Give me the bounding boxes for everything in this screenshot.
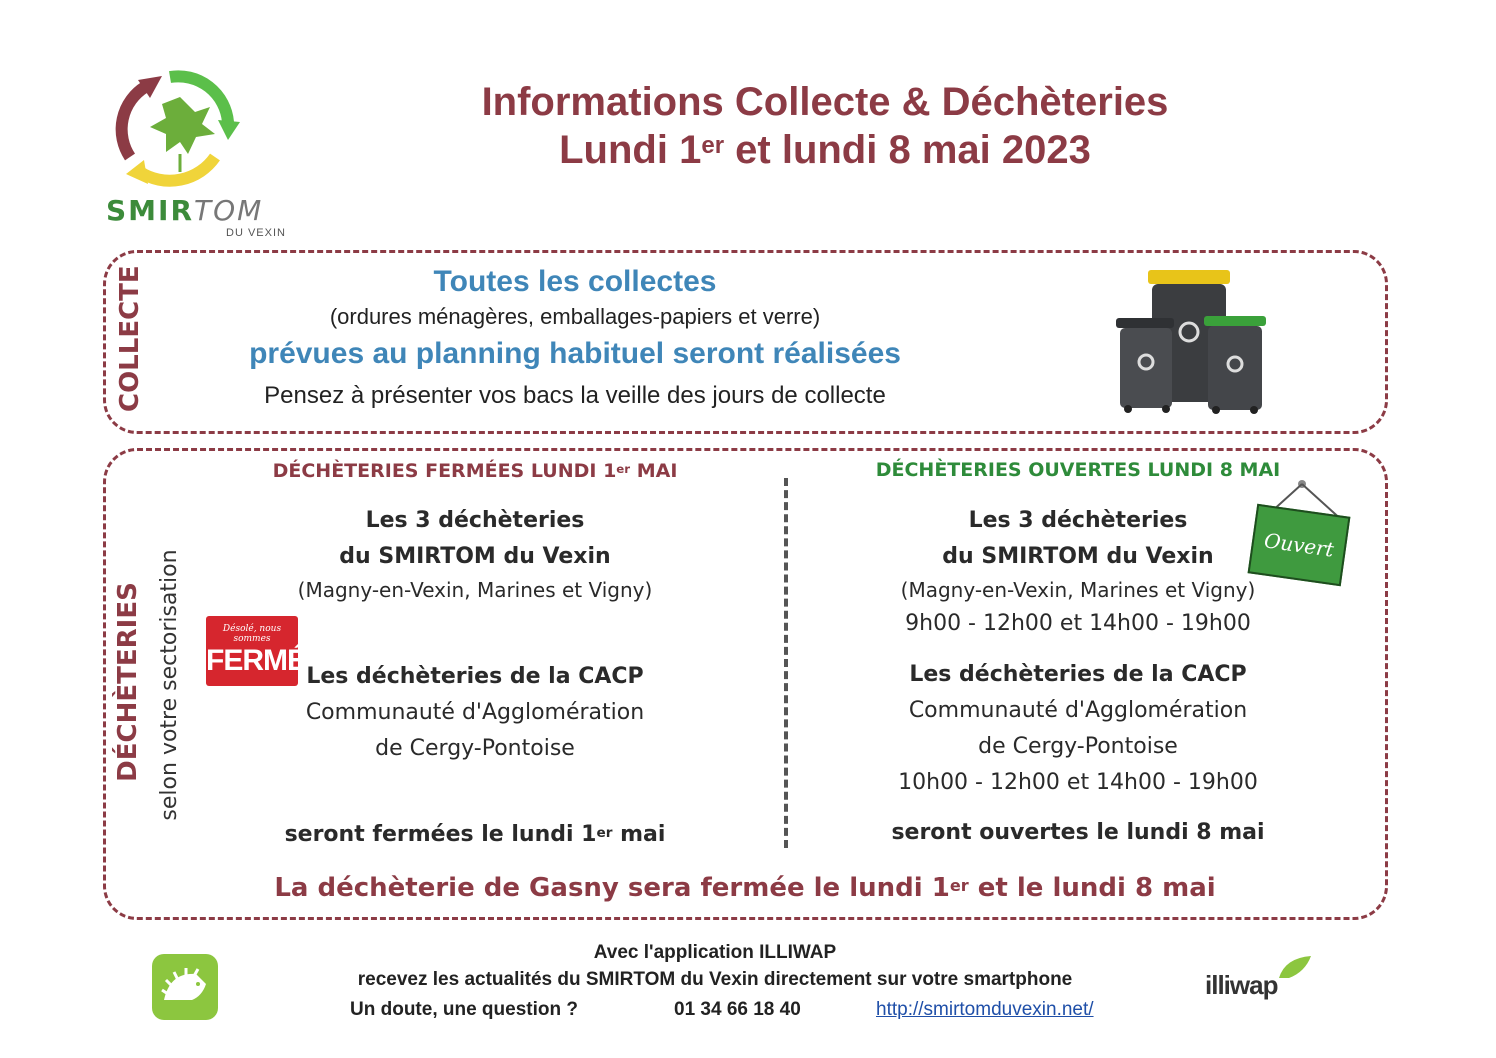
open-l2: du SMIRTOM du Vexin [942,544,1214,569]
open-l5: Communauté d'Agglomération [908,698,1248,723]
closed-l7-b: mai [612,822,666,847]
title-line2 [330,126,1320,174]
footer-line1: Avec l'application ILLIWAP [593,942,837,963]
closed-l7-sup: er [596,825,613,841]
closed-l2: du SMIRTOM du Vexin [339,544,611,569]
closed-head-b: MAI [630,460,678,482]
closed-l7 [270,817,680,853]
closed-l5: Communauté d'Agglomération [305,700,645,725]
closed-heading [270,457,680,485]
closed-l4: Les déchèteries de la CACP [306,664,644,689]
closed-sign [206,616,306,686]
collecte-heading: Toutes les collectes [433,265,717,298]
open-sign-text: Ouvert [1262,528,1336,562]
illiwap-bird-icon [1275,952,1315,982]
title-line2-b: et lundi 8 mai 2023 [724,128,1091,172]
open-l4: Les déchèteries de la CACP [909,662,1247,687]
footer-phone: 01 34 66 18 40 [674,999,801,1020]
gasny-b: et le lundi 8 mai [968,873,1216,903]
page-title [330,78,1320,174]
collecte-side-label: COLLECTE [115,265,145,412]
footer-url[interactable] [876,996,1146,1024]
hedgehog-app-icon [152,954,218,1020]
title-line2-a: Lundi 1 [559,128,702,172]
open-l6: de Cergy-Pontoise [978,734,1178,759]
open-hours2: 10h00 - 12h00 et 14h00 - 19h00 [898,770,1258,795]
closed-l1: Les 3 déchèteries [365,508,585,533]
closed-column [270,457,680,853]
open-l1: Les 3 déchèteries [968,508,1188,533]
website-link[interactable]: http://smirtomduvexin.net/ [876,999,1094,1020]
logo-brand-part2: TOM [194,194,264,227]
decheteries-side-sub: selon votre sectorisation [157,549,182,821]
logo-brand-part1: SMIR [106,194,195,227]
open-sign [1248,504,1351,586]
gasny-a: La déchèterie de Gasny sera fermée le lundi 1 [274,873,950,903]
collecte-content [170,262,980,416]
illiwap-logo [1205,952,1325,1012]
column-divider [784,478,788,848]
open-heading: DÉCHÈTERIES OUVERTES LUNDI 8 MAI [875,459,1281,481]
closed-head-sup: er [616,462,631,476]
closed-head-a: DÉCHÈTERIES FERMÉES LUNDI 1 [272,460,617,482]
closed-sign-small: Désolé, nous sommes [222,624,282,644]
collecte-line2: prévues au planning habituel seront réalisées [249,337,901,370]
open-l3: (Magny-en-Vexin, Marines et Vigny) [900,578,1256,602]
title-line2-sup: er [701,132,725,159]
closed-l3: (Magny-en-Vexin, Marines et Vigny) [297,578,653,602]
open-hours1: 9h00 - 12h00 et 14h00 - 19h00 [905,611,1251,636]
open-column [850,457,1306,851]
open-l7: seront ouvertes le lundi 8 mai [891,820,1265,845]
gasny-sup: er [949,876,969,895]
logo-brand-sub: DU VEXIN [226,227,286,239]
trash-bins-icon [1112,266,1272,414]
recycle-leaf-icon [100,62,250,192]
illiwap-logo-text: illiwap [1205,970,1278,1000]
footer-line2: recevez les actualités du SMIRTOM du Vexin directement sur votre smartphone [357,969,1073,990]
title-line1: Informations Collecte & Déchèteries [481,80,1169,124]
smirtom-logo [100,62,300,242]
footer-question: Un doute, une question ? [350,999,578,1020]
closed-l6: de Cergy-Pontoise [375,736,575,761]
hedgehog-icon [152,954,218,1020]
gasny-note [200,868,1290,908]
collecte-note: Pensez à présenter vos bacs la veille des jours de collecte [264,382,886,409]
decheteries-side-label: DÉCHÈTERIES [113,582,143,782]
collecte-sub: (ordures ménagères, emballages-papiers et verre) [329,304,821,329]
closed-sign-big: FERMÉ [206,644,306,677]
closed-l7-a: seront fermées le lundi 1 [284,822,597,847]
